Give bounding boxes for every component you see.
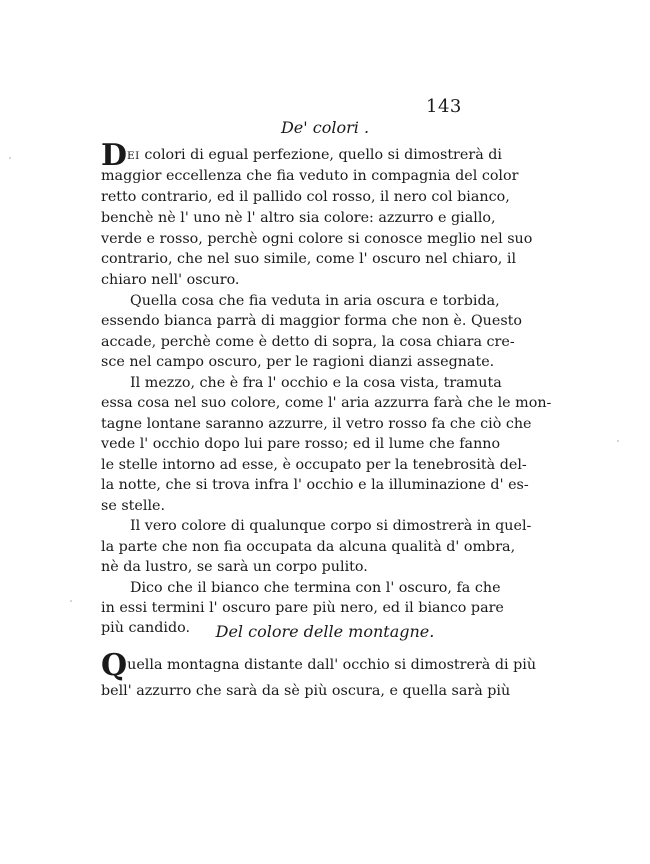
drop-cap: D (101, 138, 128, 173)
paper-speck (70, 600, 72, 602)
paper-speck (617, 440, 619, 442)
text-line: accade, perchè come è detto di sopra, la cosa chiara cre- (101, 334, 515, 350)
text-line: Dico che il bianco che termina con l' oscuro, fa che (130, 580, 501, 596)
text-line: vede l' occhio dopo lui pare rosso; ed il lume che fanno (101, 436, 501, 452)
text-line: chiaro nell' oscuro. (101, 272, 240, 288)
text-line: Quella cosa che fia veduta in aria oscura e torbida, (130, 293, 500, 309)
text-line: in essi termini l' oscuro pare più nero, ed il bianco pare (101, 600, 504, 616)
text-line: nè da lustro, se sarà un corpo pulito. (101, 559, 368, 575)
section-heading-colori: De' colori . (280, 118, 370, 137)
text-line: Il mezzo, che è fra l' occhio e la cosa vista, tramuta (130, 375, 502, 391)
text-line: essendo bianca parrà di maggior forma che non è. Questo (101, 313, 523, 329)
text-line: bell' azzurro che sarà da sè più oscura, e quella sarà più (101, 683, 511, 699)
text-line: retto contrario, ed il pallido col rosso, il nero col bianco, (101, 189, 510, 205)
text-line: DEI colori di egual perfezione, quello si dimostrerà di (101, 138, 502, 173)
paper-speck (9, 157, 11, 159)
text-line: la notte, che si trova infra l' occhio e la illuminazione d' es- (101, 477, 529, 493)
text-line: essa cosa nel suo colore, come l' aria azzurra farà che le mon- (101, 395, 552, 411)
text-line: verde e rosso, perchè ogni colore si conosce meglio nel suo (101, 231, 533, 247)
text-line: se stelle. (101, 498, 166, 514)
text-line: maggior eccellenza che fia veduto in compagnia del color (101, 168, 519, 184)
text-line: sce nel campo oscuro, per le ragioni dianzi assegnate. (101, 354, 495, 370)
text-line: contrario, che nel suo simile, come l' oscuro nel chiaro, il (101, 251, 517, 267)
text-line: tagne lontane saranno azzurre, il vetro rosso fa che ciò che (101, 416, 532, 432)
text-line: le stelle intorno ad esse, è occupato per la tenebrosità del- (101, 457, 527, 473)
text-line: Il vero colore di qualunque corpo si dimostrerà in quel- (130, 518, 532, 534)
text-line: la parte che non fia occupata da alcuna qualità d' ombra, (101, 539, 516, 555)
text-line: benchè nè l' uno nè l' altro sia colore: azzurro e giallo, (101, 210, 496, 226)
text-line: Quella montagna distante dall' occhio si dimostrerà di più (101, 648, 537, 683)
drop-cap: Q (101, 648, 128, 683)
small-caps: EI (127, 150, 140, 162)
text-line: più candido. (101, 620, 190, 636)
page-number: 143 (426, 96, 462, 117)
section-heading-montagne: Del colore delle montagne. (215, 622, 435, 641)
